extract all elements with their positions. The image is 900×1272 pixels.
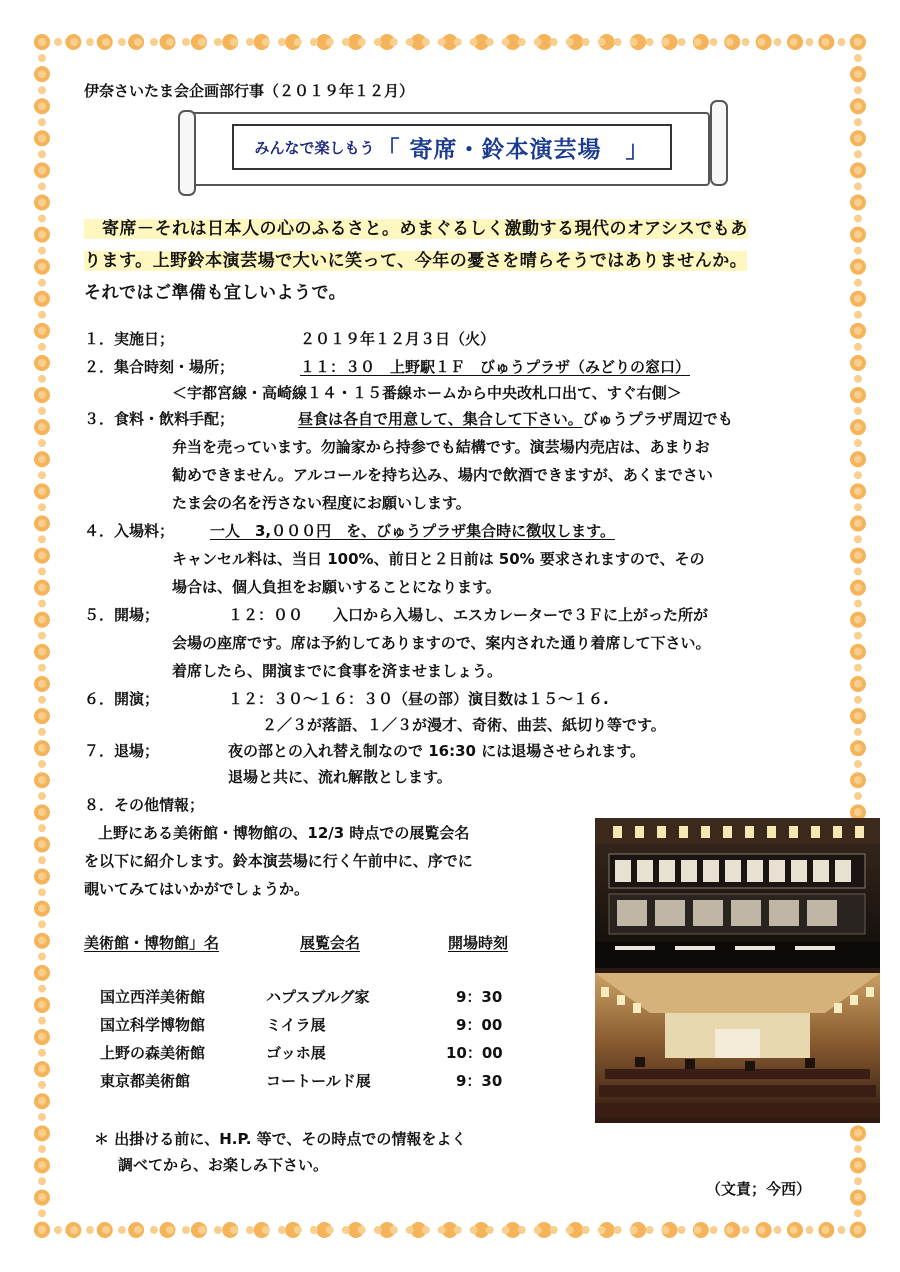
item-2-note: ＜宇都宮線・高崎線１４・１５番線ホームから中央改札口出て、すぐ右側＞ <box>172 384 682 402</box>
item-8-label: ８．その他情報； <box>84 796 205 814</box>
item-8-line-2: を以下に紹介します。鈴本演芸場に行く午前中に、序でに <box>84 852 473 870</box>
item-3-value <box>298 408 733 429</box>
table-row-4-museum: 東京都美術館 <box>100 1072 191 1090</box>
table-header-museum: 美術館・博物館」名 <box>84 934 220 952</box>
item-4-line-2: 場合は、個人負担をお願いすることになります。 <box>172 578 501 596</box>
table-row-1-exhibition: ハプスブルグ家 <box>266 988 370 1006</box>
item-5-label: ５．開場； <box>84 606 160 624</box>
title-scroll-banner <box>178 100 728 192</box>
author-credit: （文責；今西） <box>706 1180 812 1198</box>
theater-hall-photo <box>595 973 880 1123</box>
theater-photo <box>595 818 880 1123</box>
item-5-line-2: 着席したら、開演までに食事を済ませましょう。 <box>172 662 503 680</box>
item-3-value-rest: びゅうプラザ周辺でも <box>582 410 733 428</box>
item-3-value-underlined: 昼食は各自で用意して、集合して下さい。 <box>298 410 583 428</box>
theater-stage-drawing <box>595 818 880 968</box>
table-row-3-museum: 上野の森美術館 <box>100 1044 206 1062</box>
item-1-value: ２０１９年１２月３日（火） <box>300 330 496 348</box>
table-row-1-museum: 国立西洋美術館 <box>100 988 206 1006</box>
item-3-label: ３．食料・飲料手配； <box>84 410 235 428</box>
scroll-right-curl <box>710 100 728 186</box>
item-5-line-1: 会場の座席です。席は予約してありますので、案内された通り着席して下さい。 <box>172 634 711 652</box>
item-7-value: 夜の部との入れ替え制なので 16:30 には退場させられます。 <box>228 742 645 760</box>
page-header: 伊奈さいたま会企画部行事（２０１９年１２月） <box>84 82 415 100</box>
title-box <box>232 124 672 170</box>
item-8-line-3: 覗いてみてはいかがでしょうか。 <box>84 880 310 898</box>
scroll-left-curl <box>178 110 196 196</box>
item-6-line-2: ２／３が落語、１／３が漫才、奇術、曲芸、紙切り等です。 <box>262 716 666 734</box>
item-6-value: １２：３０～１６：３０（昼の部）演目数は１５～１６. <box>228 690 609 708</box>
table-row-2-time: 9：00 <box>456 1016 503 1034</box>
title-prefix: みんなで楽しもう <box>254 138 375 157</box>
item-2-label: ２．集合時刻・場所； <box>84 358 235 376</box>
table-row-4-exhibition: コートールド展 <box>266 1072 371 1090</box>
note-line-2: 調べてから、お楽しみ下さい。 <box>118 1156 329 1174</box>
table-header-exhibition: 展覧会名 <box>300 934 361 952</box>
item-4-label: ４．入場料； <box>84 522 175 540</box>
item-8-line-1: 上野にある美術館・博物館の、12/3 時点での展覧会名 <box>98 824 470 842</box>
table-row-2-museum: 国立科学博物館 <box>100 1016 206 1034</box>
table-header-open-time: 開場時刻 <box>448 934 509 952</box>
intro-line-1: 寄席－それは日本人の心のふるさと。めまぐるしく激動する現代のオアシスでもあ <box>84 214 748 239</box>
scroll-body <box>186 112 710 186</box>
item-4-value: 一人 3,０００円 を、びゅうプラザ集合時に徴収します。 <box>210 522 615 540</box>
table-row-2-exhibition: ミイラ展 <box>266 1016 326 1034</box>
item-5-value: １２：００ 入口から入場し、エスカレーターで３Ｆに上がった所が <box>228 606 709 624</box>
item-3-line-2: 勧めできません。アルコールを持ち込み、場内で飲酒できますが、あくまでさい <box>172 466 713 484</box>
item-6-label: ６．開演； <box>84 690 160 708</box>
table-row-4-time: 9：30 <box>456 1072 503 1090</box>
table-row-3-exhibition: ゴッホ展 <box>266 1044 326 1062</box>
table-row-3-time: 10：00 <box>446 1044 503 1062</box>
theater-hall-drawing <box>595 973 880 1123</box>
title-main: 「 寄席・鈴本演芸場 」 <box>376 136 650 163</box>
table-row-1-time: 9：30 <box>456 988 503 1006</box>
item-4-line-1: キャンセル料は、当日 100%、前日と２日前は 50% 要求されますので、その <box>172 550 705 568</box>
intro-line-2: ります。上野鈴本演芸場で大いに笑って、今年の憂さを晴らそうではありませんか。 <box>84 251 748 271</box>
item-1-label: １．実施日； <box>84 330 175 348</box>
intro-line-3: それではご準備も宜しいようで。 <box>84 283 347 303</box>
item-7-label: ７．退場； <box>84 742 160 760</box>
item-3-line-3: たま会の名を汚さない程度にお願いします。 <box>172 494 471 512</box>
item-7-line-2: 退場と共に、流れ解散とします。 <box>228 768 452 786</box>
item-2-value: １１：３０ 上野駅１Ｆ びゅうプラザ（みどりの窓口） <box>300 358 691 376</box>
note-line-1: ＊ 出掛ける前に、H.P. 等で、その時点での情報をよく <box>94 1130 467 1148</box>
theater-stage-photo <box>595 818 880 968</box>
item-3-line-1: 弁当を売っています。勿論家から持参でも結構です。演芸場内売店は、あまりお <box>172 438 710 456</box>
